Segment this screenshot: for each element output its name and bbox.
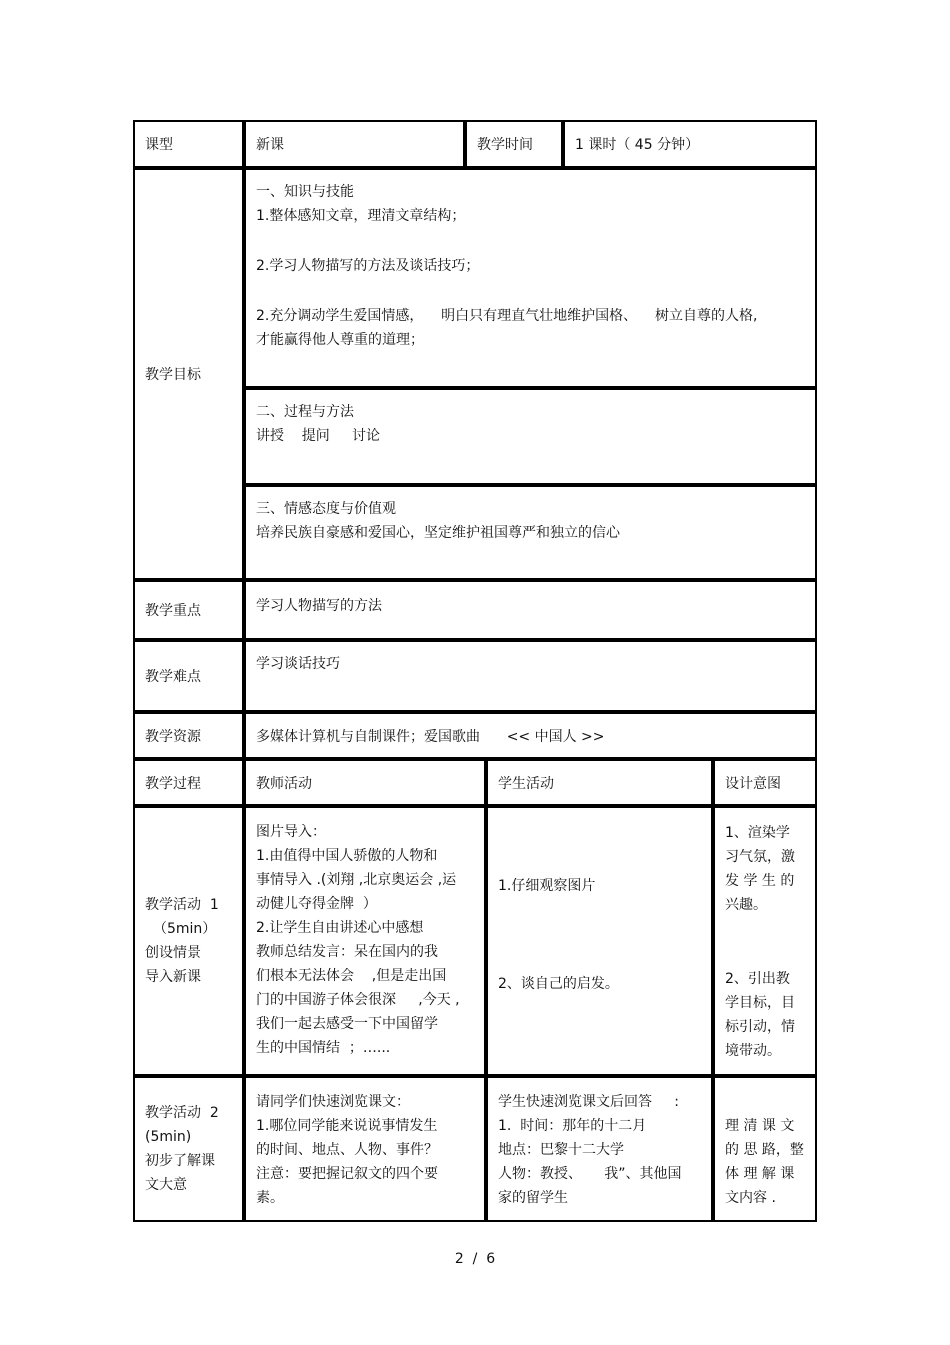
activity-2-student: 学生快速浏览课文后回答 : 1. 时间：那年的十二月 地点：巴黎十二大学 人物：教授、 我”、其他国 家的留学生 xyxy=(486,1076,713,1222)
knowledge-item-1: 1.整体感知文章，理清文章结构； xyxy=(256,208,466,224)
process-item: 讲授 提问 讨论 xyxy=(256,428,381,444)
activity-1-student: 1.仔细观察图片 2、谈自己的启发。 xyxy=(486,806,713,1076)
activity-1-teacher: 图片导入： 1.由值得中国人骄傲的人物和 事情导入 .(刘翔 ,北京奥运会 ,运 动健儿夺得金牌 ） 2.让学生自由讲述心中感想 教师总结发言：呆在国内的我 们根本无法体会 ,但是走出国 门的中国游子体会很深 ,今天 , 我们一起去感受一下中国留学 生的中国情结 ；…... xyxy=(244,806,486,1076)
knowledge-item-2: 2.学习人物描写的方法及谈话技巧； xyxy=(256,258,480,274)
header-teacher-activity: 教师活动 xyxy=(244,759,486,806)
objectives-emotion xyxy=(244,485,817,580)
value-key-point: 学习人物描写的方法 xyxy=(244,580,817,640)
activity-1-intent: 1、渲染学 习气氛，激 发 学 生 的 兴趣。 2、引出教 学目标，目 标引动，情 境带动。 xyxy=(713,806,817,1076)
label-objectives: 教学目标 xyxy=(133,168,244,580)
label-key-point: 教学重点 xyxy=(133,580,244,640)
activity-2-intent: 理 清 课 文 的 思 路，整 体 理 解 课 文内容 . xyxy=(713,1076,817,1222)
header-student-activity: 学生活动 xyxy=(486,759,713,806)
header-design-intent: 设计意图 xyxy=(713,759,817,806)
knowledge-item-3-line-1: 2.充分调动学生爱国情感， 明白只有理直气壮地维护国格、 树立自尊的人格, xyxy=(256,308,758,324)
label-resources: 教学资源 xyxy=(133,712,244,759)
value-teaching-time: 1 课时（ 45 分钟） xyxy=(563,120,817,168)
objectives-process xyxy=(244,388,817,485)
label-teaching-time: 教学时间 xyxy=(465,120,563,168)
objectives-knowledge xyxy=(244,168,817,388)
process-heading: 二、过程与方法 xyxy=(256,404,354,420)
value-lesson-type: 新课 xyxy=(244,120,465,168)
value-difficulty: 学习谈话技巧 xyxy=(244,640,817,712)
emotion-item: 培养民族自豪感和爱国心，坚定维护祖国尊严和独立的信心 xyxy=(256,525,620,541)
label-difficulty: 教学难点 xyxy=(133,640,244,712)
knowledge-item-3-line-2: 才能赢得他人尊重的道理； xyxy=(256,332,424,348)
value-resources: 多媒体计算机与自制课件；爱国歌曲 << 中国人 >> xyxy=(244,712,817,759)
header-process: 教学过程 xyxy=(133,759,244,806)
label-lesson-type: 课型 xyxy=(133,120,244,168)
knowledge-heading: 一、知识与技能 xyxy=(256,184,354,200)
activity-1-stage: 教学活动 1 （5min） 创设情景 导入新课 xyxy=(133,806,244,1076)
activity-2-stage: 教学活动 2 (5min) 初步了解课 文大意 xyxy=(133,1076,244,1222)
emotion-heading: 三、情感态度与价值观 xyxy=(256,501,396,517)
activity-2-teacher: 请同学们快速浏览课文： 1.哪位同学能来说说事情发生 的时间、地点、人物、事件？ 注意：要把握记叙文的四个要 素。 xyxy=(244,1076,486,1222)
page-number: 2 / 6 xyxy=(454,1251,496,1267)
